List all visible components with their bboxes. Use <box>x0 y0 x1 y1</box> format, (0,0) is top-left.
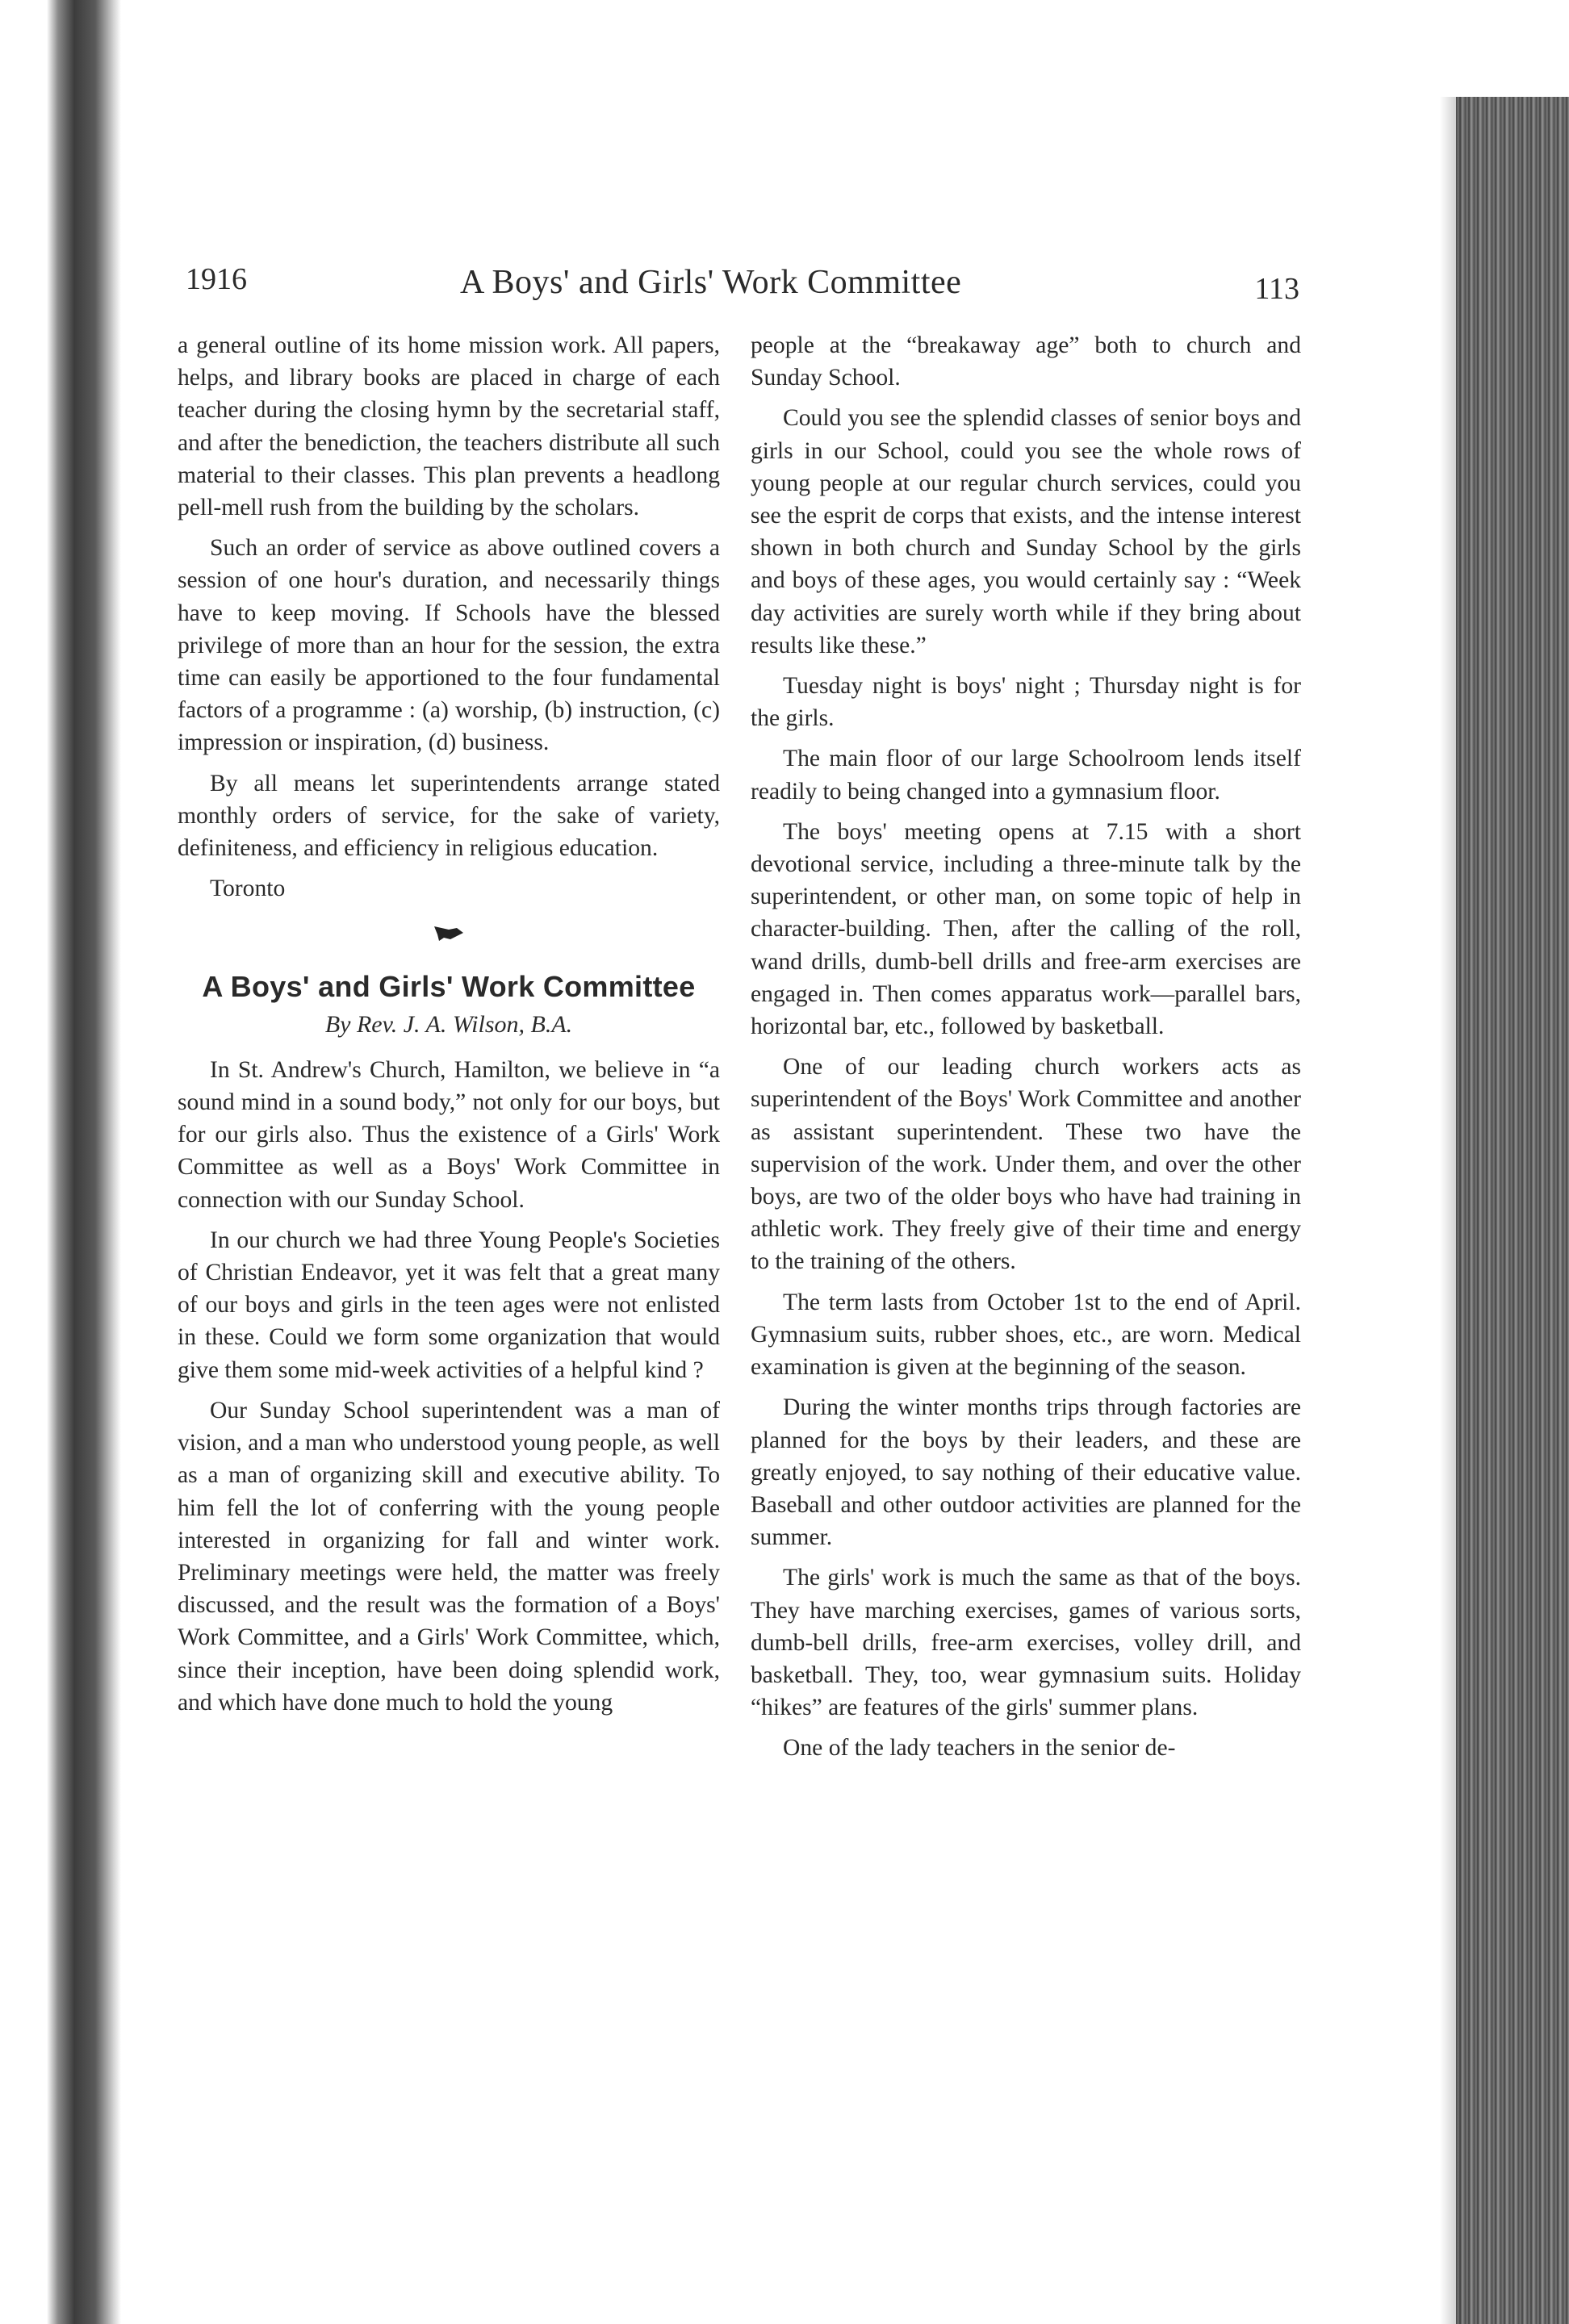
page-number: 113 <box>1254 272 1299 306</box>
paragraph: In St. Andrew's Church, Hamilton, we believe in “a sound mind in a sound body,” not only for our boys, but for our girls also. Thus the existence of a Girls' Work Committee as well as a Boys' Work Committee in connection with our Sunday School. <box>178 1056 720 1213</box>
paragraph: The boys' meeting opens at 7.15 with a short devotional service, including a three-minute talk by the superintendent, or other man, on some topic of help in character-building. Then, after the calling of the roll, wand drills, dumb-bell drills and free-arm exercises are engaged in. Then comes apparatus work—parallel bars, horizontal bar, etc., followed by basketball. <box>751 818 1301 1040</box>
paragraph: By all means let superintendents arrange stated monthly orders of service, for the sake of variety, definiteness, and efficiency in religious education. <box>178 770 720 862</box>
place-signoff: Toronto <box>210 876 286 902</box>
left-column <box>178 329 720 1727</box>
running-header <box>186 257 1299 321</box>
paragraph: Could you see the splendid classes of senior boys and girls in our School, could you see the whole rows of young people at our regular church services, could you see the esprit de corps that exists, and the intense interest shown in both church and Sunday School by the girls and boys of these ages, you would certainly say : “Week day activities are surely worth while if they bring about results like these.” <box>751 405 1301 658</box>
paragraph: One of our leading church workers acts as superintendent of the Boys' Work Committee and another as assistant superintendent. These two have the supervision of the work. Under them, and over the other boys, are two of the older boys who have had training in athletic work. They freely give of their time and energy to the training of the others. <box>751 1054 1301 1275</box>
hand-pointer-ornament-icon <box>433 922 465 943</box>
left-page-gutter-shadow <box>0 0 121 2324</box>
paragraph: The girls' work is much the same as that of the boys. They have marching exercises, games of various sorts, dumb-bell drills, free-arm exercises, volley drill, and basketball. They, too, wear gymnasium suits. Holiday “hikes” are features of the girls' summer plans. <box>751 1565 1301 1721</box>
article-byline: By Rev. J. A. Wilson, B.A. <box>324 1010 573 1038</box>
paragraph-continued: people at the “breakaway age” both to church and Sunday School. <box>751 332 1301 391</box>
paragraph-continued: a general outline of its home mission work. All papers, helps, and library books are placed in charge of each teacher during the closing hymn by the secretarial staff, and after the benediction, the teachers distribute all such material to their classes. This plan prevents a headlong pell-mell rush from the building by the scholars. <box>178 332 720 521</box>
running-title: A Boys' and Girls' Work Committee <box>460 264 962 301</box>
page-stack-edge <box>1456 97 1569 2324</box>
header-year: 1916 <box>186 262 247 296</box>
paragraph: During the winter months trips through factories are planned for the boys by their leaders, and these are greatly enjoyed, to say nothing of their educative value. Baseball and other outdoor activities are planned for the summer. <box>751 1394 1301 1551</box>
paragraph: The term lasts from October 1st to the end of April. Gymnasium suits, rubber shoes, etc., are worn. Medical examination is given at the beginning of the season. <box>751 1289 1301 1381</box>
paragraph: Such an order of service as above outlined covers a session of one hour's duration, and necessarily things have to keep moving. If Schools have the blessed privilege of more than an hour for the session, the extra time can easily be apportioned to the four fundamental factors of a programme : (a) worship, (b) instruction, (c) impression or inspiration, (d) business. <box>178 535 720 756</box>
paragraph: In our church we had three Young People's Societies of Christian Endeavor, yet it was felt that a great many of our boys and girls in the teen ages were not enlisted in these. Could we form some organization that would give them some mid-week activities of a helpful kind ? <box>178 1227 720 1383</box>
fleuron-ornament <box>178 919 720 951</box>
paragraph: One of the lady teachers in the senior de- <box>783 1735 1176 1762</box>
paragraph: Our Sunday School superintendent was a man of vision, and a man who understood young people, as well as a man of organizing skill and executive ability. To him fell the lot of conferring with the young people interested in organizing for fall and winter work. Preliminary meetings were held, the matter was freely discussed, and the result was the formation of a Boys' Work Committee, and a Girls' Work Committee, which, since their inception, have been doing splendid work, and which have done much to hold the young <box>178 1397 720 1716</box>
paragraph: The main floor of our large Schoolroom lends itself readily to being changed into a gymnasium floor. <box>751 746 1301 805</box>
right-column <box>751 329 1301 1773</box>
paragraph: Tuesday night is boys' night ; Thursday night is for the girls. <box>751 673 1301 732</box>
article-title: A Boys' and Girls' Work Committee <box>202 970 696 1004</box>
